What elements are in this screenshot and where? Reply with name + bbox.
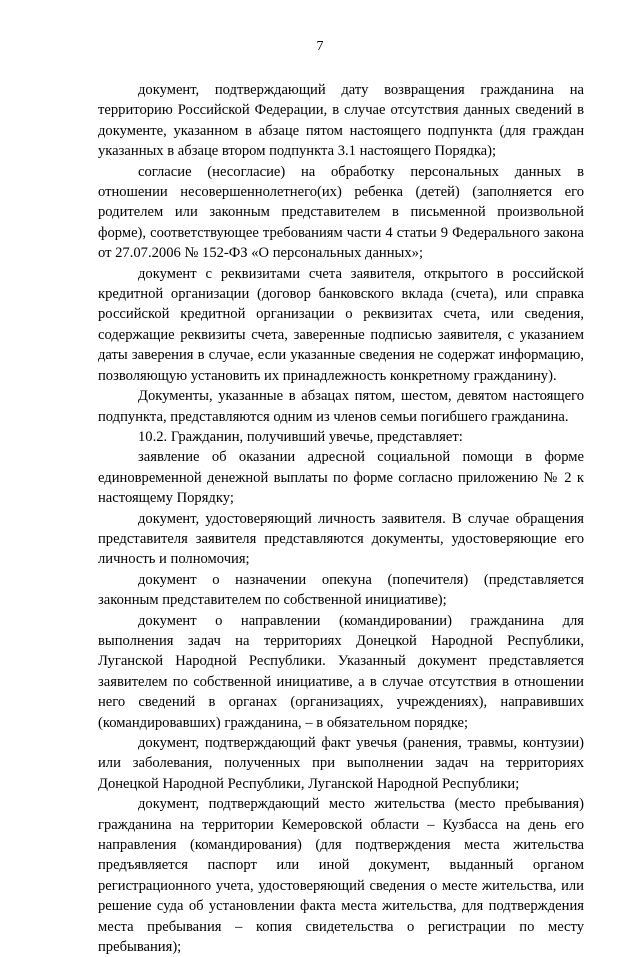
- paragraph-application: заявление об оказании адресной социальной помощи в форме единовременной денежной выплаты по форме согласно приложению № 2 к настоящему Порядку;: [98, 449, 584, 507]
- paragraph-section-10-2: 10.2. Гражданин, получивший увечье, представляет:: [138, 428, 463, 445]
- paragraph-personal-data-consent: согласие (несогласие) на обработку персональных данных в отношении несовершеннолетнего(их) ребенка (детей) (заполняется его родителем или законным представителем в письменной произвольной форме), соответствующее требованиям части 4 статьи 9 Федерального закона от 27.07.2006 № 152-ФЗ «О персональных данных»;: [98, 163, 584, 262]
- paragraph-bank-account-document: документ с реквизитами счета заявителя, открытого в российской кредитной организации (договор банковского вклада (счета), или справка российской кредитной организации о реквизитах счета, или сведения, содержащие реквизиты счета, заверенные подписью заявителя, с указанием даты заверения в случае, если указанные сведения не содержат информацию, позволяющую установить их принадлежность конкретному гражданину).: [98, 265, 584, 384]
- paragraph-return-date-document: документ, подтверждающий дату возвращения гражданина на территорию Российской Федерации, в случае отсутствия данных сведений в документе, указанном в абзаце пятом настоящего подпункта (для граждан указанных в абзаце втором подпункта 3.1 настоящего Порядка);: [98, 82, 584, 160]
- page-number: 7: [316, 39, 324, 54]
- paragraph-assignment-document: документ о направлении (командировании) гражданина для выполнения задач на территориях Донецкой Народной Республики, Луганской Народной Республики. Указанный документ представляется заявителем по собственной инициативе, а в случае отсутствия в отношении него сведений в органах (организациях, учреждениях), направивших (командировавших) гражданина, – в обязательном порядке;: [98, 612, 584, 731]
- document-body: [98, 80, 584, 957]
- paragraph-guardian-document: документ о назначении опекуна (попечителя) (представляется законным представителем по собственной инициативе);: [98, 571, 584, 609]
- paragraph-residence-document: документ, подтверждающий место жительства (место пребывания) гражданина на территории Кемеровской области – Кузбасса на день его направления (командирования) (для подтверждения места жительства предъявляется паспорт или иной документ, выданный органом регистрационного учета, удостоверяющий сведения о месте жительства, или решение суда об установлении факта места жительства, для подтверждения места пребывания – копия свидетельства о регистрации по месту пребывания);: [98, 796, 584, 956]
- paragraph-injury-document: документ, подтверждающий факт увечья (ранения, травмы, контузии) или заболевания, полученных при выполнении задач на территориях Донецкой Народной Республики, Луганской Народной Республики;: [98, 735, 584, 792]
- paragraph-identity-document: документ, удостоверяющий личность заявителя. В случае обращения представителя заявителя представляются документы, удостоверяющие его личность и полномочия;: [98, 510, 584, 568]
- paragraph-family-member-note: Документы, указанные в абзацах пятом, шестом, девятом настоящего подпункта, представляются одним из членов семьи погибшего гражданина.: [98, 388, 584, 425]
